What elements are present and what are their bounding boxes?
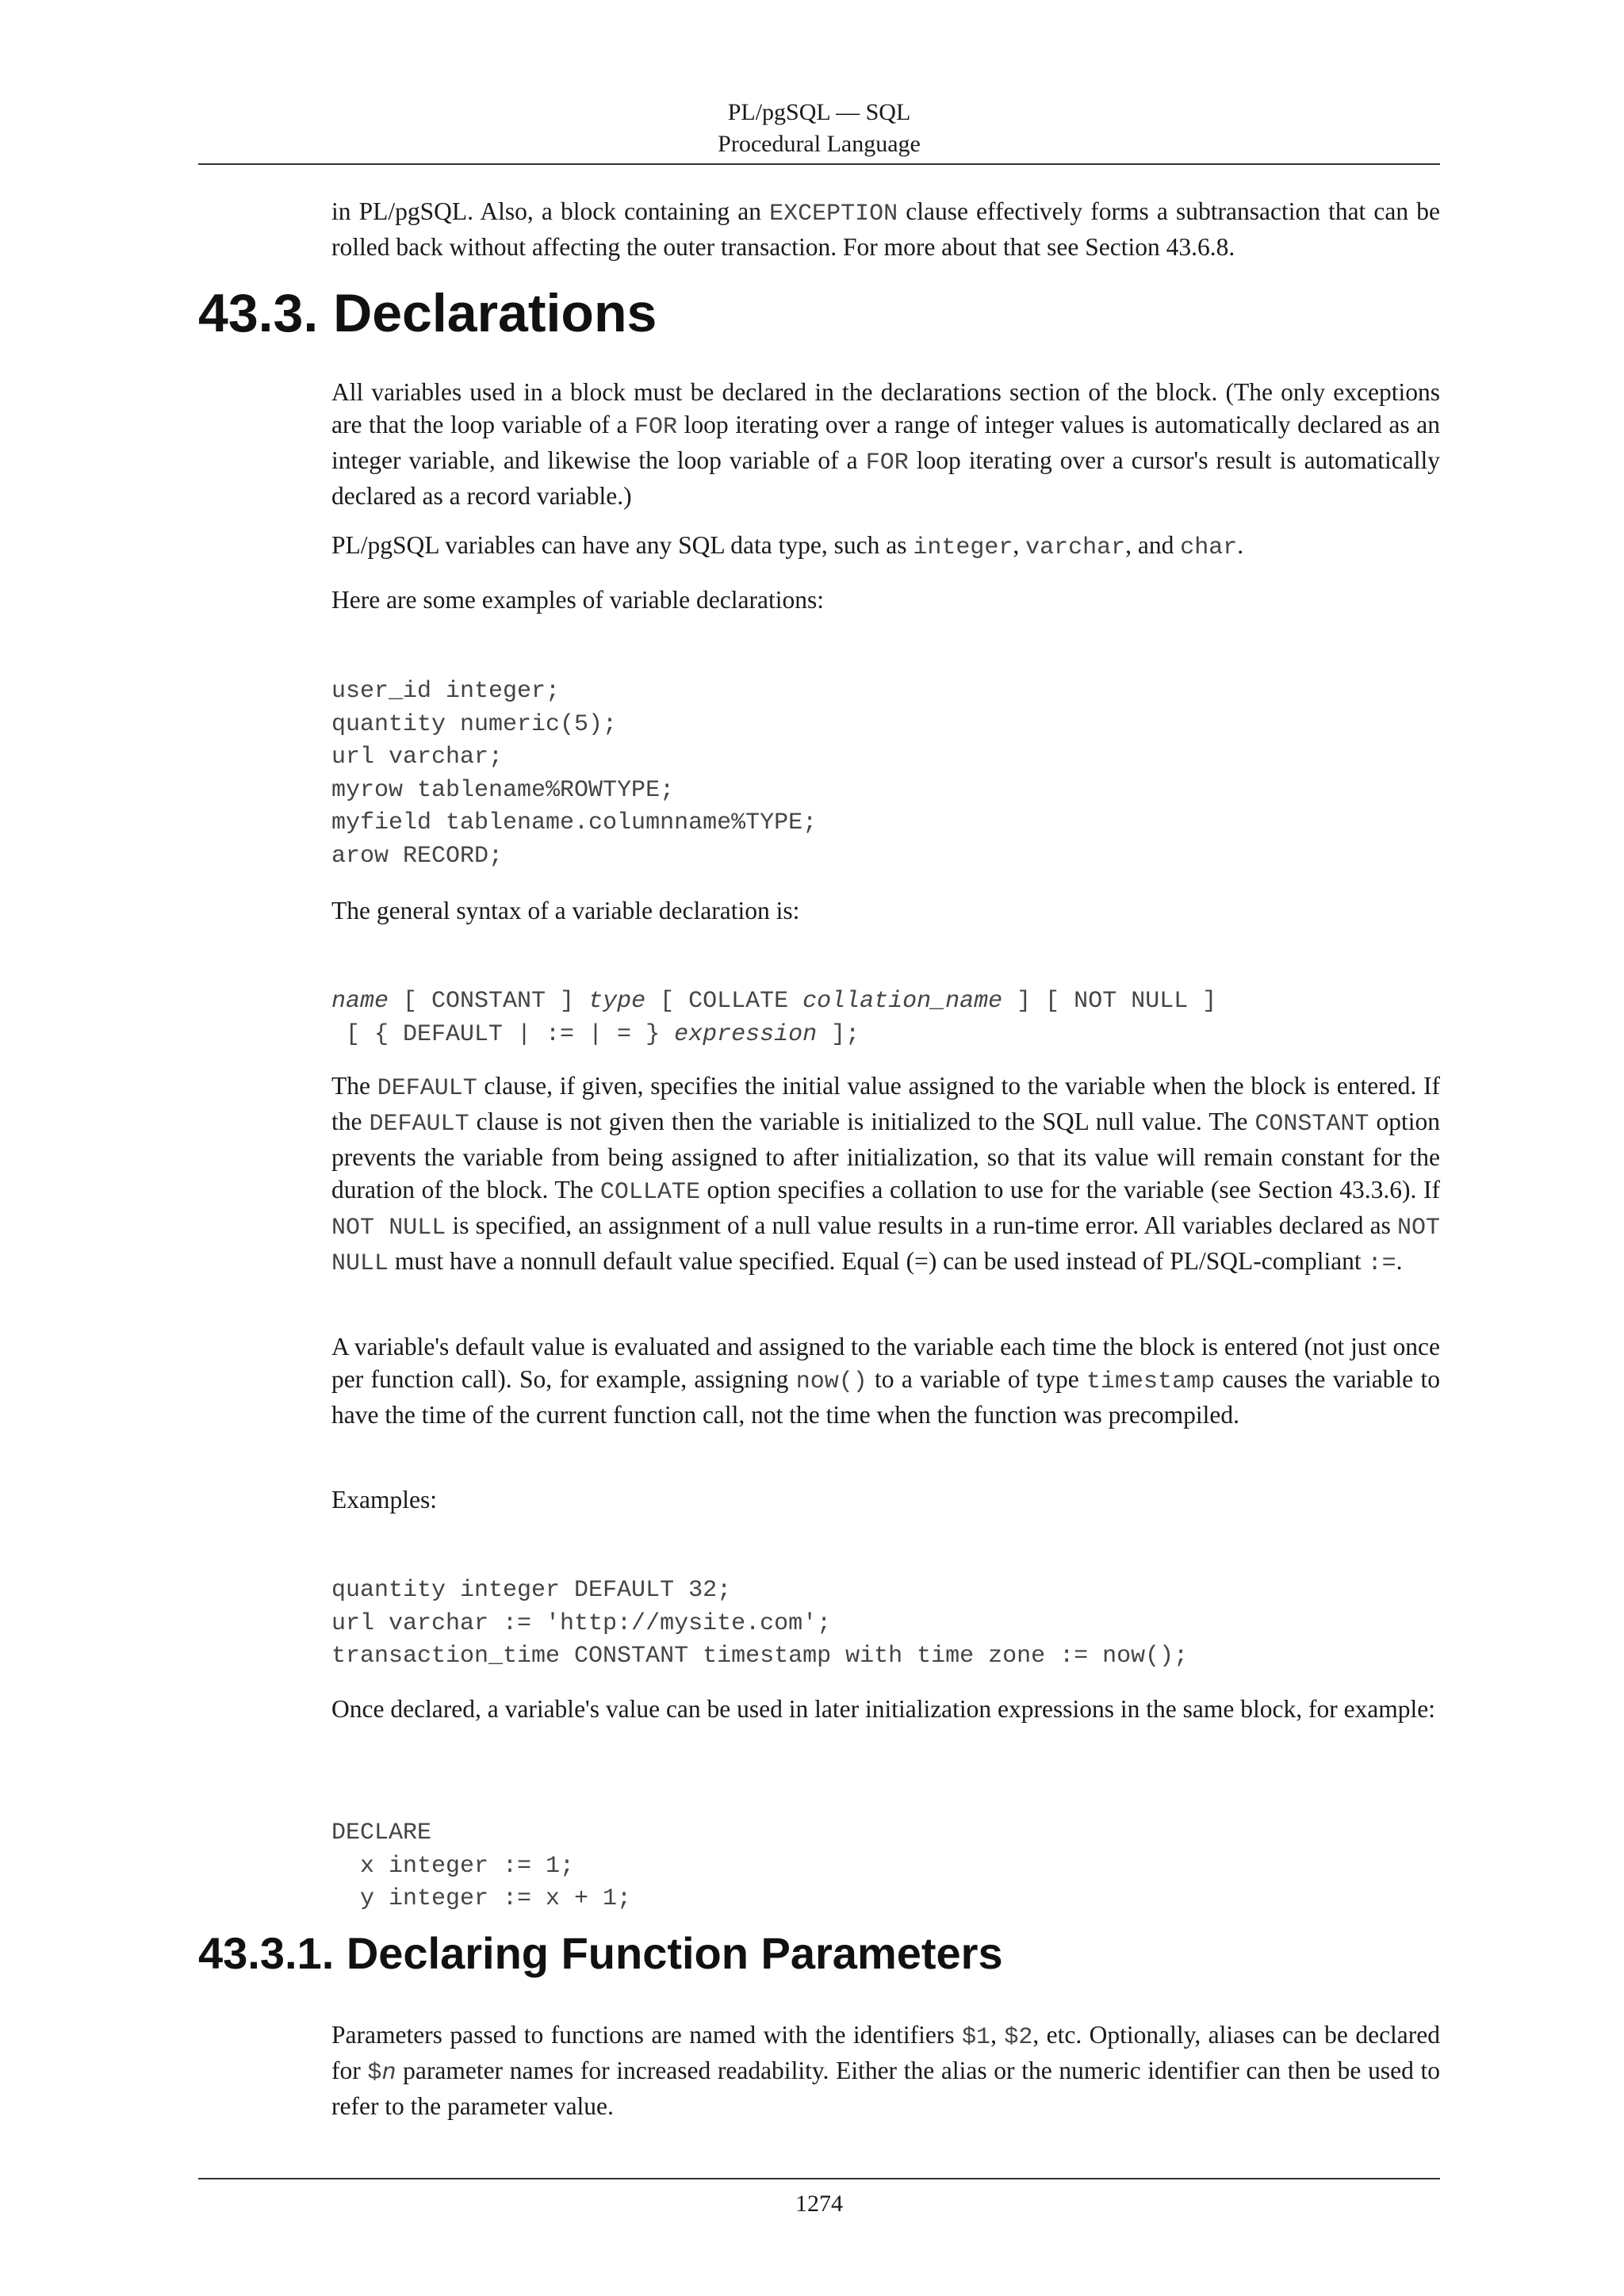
code-line: quantity integer DEFAULT 32; — [331, 1577, 732, 1604]
paragraph-text: Once declared, a variable's value can be used in later initialization expressions in the same block, for example: — [331, 1695, 1436, 1723]
paragraph-text: causes the variable to have the time of the current function call, not the time when the function was precompiled. — [331, 1365, 1440, 1429]
paragraph-text: , — [990, 2021, 1005, 2049]
paragraph-text: . — [1237, 531, 1244, 559]
inline-code-prefix: $ — [367, 2060, 382, 2087]
paragraph-text: The — [331, 1072, 377, 1100]
syntax-placeholder: expression — [674, 1020, 818, 1048]
paragraph-text: Here are some examples of variable declarations: — [331, 586, 824, 614]
code-line: user_id integer; — [331, 678, 561, 705]
footer-rule — [198, 2178, 1440, 2179]
syntax-text: ] [ NOT NULL ] — [1002, 988, 1217, 1015]
paragraph-text: loop iterating over a range of integer values is automatically declared as an integer variable, and likewise the loop variable of a — [331, 411, 1440, 474]
code-line: myfield tablename.columnname%TYPE; — [331, 809, 818, 836]
syntax-text: [ { DEFAULT | := | = } — [331, 1020, 675, 1048]
paragraph-text: option prevents the variable from being assigned to after initialization, so that its value will remain constant for the duration of the block. The — [331, 1108, 1440, 1203]
inline-code: integer — [913, 534, 1013, 561]
code-block-default-examples — [331, 1575, 1188, 1674]
paragraph-text: to a variable of type — [867, 1365, 1087, 1393]
inline-code: varchar — [1025, 534, 1126, 561]
inline-code-placeholder: n — [381, 2060, 396, 2087]
inline-code: $1 — [962, 2024, 991, 2051]
code-line: transaction_time CONSTANT timestamp with time zone := now(); — [331, 1643, 1189, 1670]
paragraph-examples-intro — [331, 584, 1440, 616]
inline-code: FOR — [634, 414, 678, 441]
syntax-text: [ COLLATE — [645, 988, 803, 1015]
inline-code: CONSTANT — [1254, 1111, 1369, 1138]
code-line: x integer := 1; — [331, 1852, 575, 1880]
paragraph-function-parameters — [331, 2019, 1440, 2122]
paragraph-text: option specifies a collation to use for the variable (see Section 43.3.6). If — [699, 1176, 1440, 1203]
section-heading: 43.3. Declarations — [198, 283, 657, 343]
inline-code — [367, 2060, 396, 2087]
code-block-declarations — [331, 675, 817, 873]
paragraph-text: loop iterating over a cursor's result is automatically declared as a record variable.) — [331, 446, 1440, 510]
page-number: 1274 — [795, 2191, 843, 2217]
inline-code: $2 — [1004, 2024, 1033, 2051]
inline-code: DEFAULT — [369, 1111, 469, 1138]
paragraph-text: All variables used in a block must be declared in the declarations section of the block. (The only exceptions are that the loop variable of a — [331, 378, 1440, 438]
paragraph-text: Parameters passed to functions are named with the identifiers — [331, 2021, 963, 2049]
paragraph-text: PL/pgSQL variables can have any SQL data type, such as — [331, 531, 914, 559]
paragraph-text: , and — [1125, 531, 1181, 559]
inline-code: NOT NULL — [331, 1215, 1440, 1277]
paragraph-data-types — [331, 529, 1440, 564]
intro-text: clause effectively forms a subtransaction that can be rolled back without affecting the outer transaction. For more about that see Section 43.6.8. — [331, 197, 1440, 261]
paragraph-text: Examples: — [331, 1486, 437, 1513]
syntax-text: ]; — [817, 1020, 860, 1048]
code-line: DECLARE — [331, 1820, 432, 1846]
paragraph-text: must have a nonnull default value specified. Equal (=) can be used instead of PL/SQL-compliant — [389, 1247, 1368, 1275]
code-line: arow RECORD; — [331, 842, 504, 870]
code-line: url varchar := 'http://mysite.com'; — [331, 1609, 832, 1637]
paragraph-later-initialization — [331, 1693, 1440, 1725]
paragraph-default-clause — [331, 1070, 1440, 1280]
paragraph-examples-label — [331, 1483, 1440, 1516]
inline-code: NOT NULL — [331, 1215, 446, 1242]
header-subtitle: Procedural Language — [718, 131, 921, 157]
paragraph-declarations-intro — [331, 376, 1440, 512]
syntax-placeholder: collation_name — [802, 988, 1003, 1015]
syntax-line-1 — [331, 985, 1216, 1019]
paragraph-text: clause is not given then the variable is initialized to the SQL null value. The — [469, 1108, 1255, 1135]
inline-code: := — [1367, 1250, 1396, 1277]
header-title: PL/pgSQL — SQL — [727, 99, 911, 125]
paragraph-default-evaluation — [331, 1330, 1440, 1431]
paragraph-text: A variable's default value is evaluated and assigned to the variable each time the block is entered (not just once per function call). So, for example, assigning — [331, 1333, 1440, 1393]
code-line: myrow tablename%ROWTYPE; — [331, 776, 675, 804]
subsection-heading: 43.3.1. Declaring Function Parameters — [198, 1928, 1003, 1978]
inline-code: COLLATE — [599, 1179, 700, 1206]
syntax-line-2 — [331, 1019, 1216, 1052]
paragraph-text: , etc. Optionally, aliases can be declared for — [331, 2021, 1440, 2084]
syntax-placeholder: name — [331, 988, 389, 1015]
code-line: url varchar; — [331, 744, 504, 771]
paragraph-text: The general syntax of a variable declaration is: — [331, 897, 800, 924]
paragraph-text: . — [1396, 1247, 1403, 1275]
inline-code: now() — [795, 1368, 868, 1395]
code-block-syntax — [331, 985, 1216, 1051]
syntax-placeholder: type — [588, 988, 646, 1015]
code-line: quantity numeric(5); — [331, 710, 618, 738]
paragraph-text: clause, if given, specifies the initial value assigned to the variable when the block is entered. If the — [331, 1072, 1440, 1135]
inline-code: EXCEPTION — [769, 201, 898, 228]
paragraph-text: , — [1013, 531, 1026, 559]
inline-code: FOR — [865, 450, 909, 476]
inline-code: char — [1180, 534, 1238, 561]
intro-paragraph — [331, 195, 1440, 263]
paragraph-syntax-intro — [331, 894, 1440, 927]
code-block-declare-example — [331, 1817, 631, 1916]
syntax-text: [ CONSTANT ] — [389, 988, 589, 1015]
code-line: y integer := x + 1; — [331, 1885, 632, 1912]
intro-text: in PL/pgSQL. Also, a block containing an — [331, 197, 770, 225]
paragraph-text: is specified, an assignment of a null value results in a run-time error. All variables declared as — [446, 1211, 1397, 1239]
header-rule — [198, 163, 1440, 165]
inline-code: timestamp — [1086, 1368, 1216, 1395]
inline-code: DEFAULT — [377, 1075, 477, 1102]
paragraph-text: parameter names for increased readability. Either the alias or the numeric identifier can then be used to refer to the parameter value. — [331, 2057, 1441, 2120]
running-header — [198, 97, 1440, 160]
